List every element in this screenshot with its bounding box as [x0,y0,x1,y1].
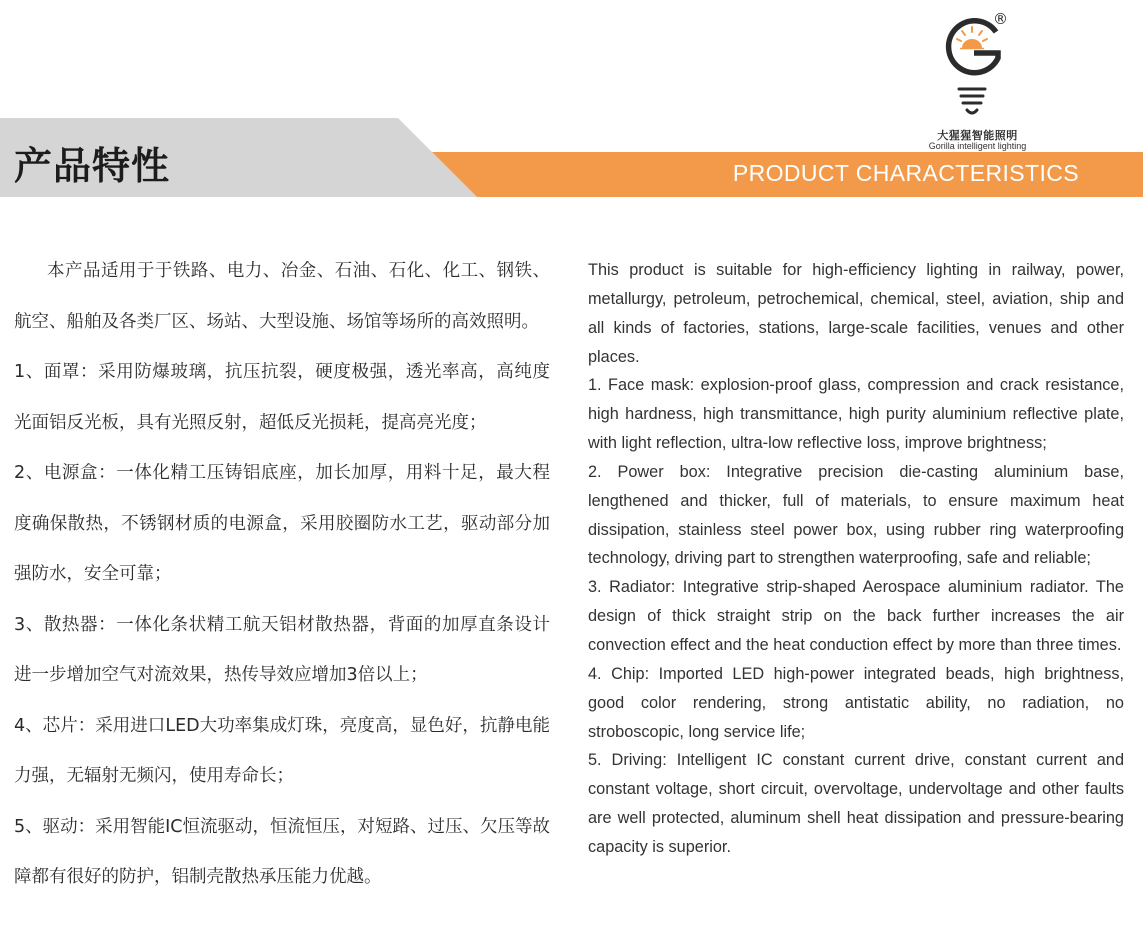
page-title-en: PRODUCT CHARACTERISTICS [732,160,1079,186]
feature-item-cn: 3、散热器：一体化条状精工航天铝材散热器，背面的加厚直条设计进一步增加空气对流效果，热传导效应增加3倍以上； [14,614,550,685]
intro-paragraph-cn: 本产品适用于于铁路、电力、冶金、石油、石化、化工、钢铁、航空、船舶及各类厂区、场站、大型设施、场馆等场所的高效照明。 [14,261,550,332]
feature-item-en: 5. Driving: Intelligent IC constant current drive, constant current and constant voltage, short circuit, overvoltage, undervoltage and other faults are well protected, aluminum shell heat dissipation and pressure-bearing capacity is superior. [588,751,1124,856]
feature-item-en: 1. Face mask: explosion-proof glass, compression and crack resistance, high hardness, high transmittance, high purity aluminium reflective plate, with light reflection, ultra-low reflective loss, improve brightness; [588,376,1124,453]
feature-item-en: 4. Chip: Imported LED high-power integrated beads, high brightness, good color rendering, strong antistatic ability, no radiation, no stroboscopic, long service life; [588,664,1124,741]
feature-item-en: 2. Power box: Integrative precision die-casting aluminium base, lengthened and thicker, full of materials, to ensure maximum heat dissipation, stainless steel power box, using rubber ring waterproofing technology, driving part to strengthen waterproofing, safe and reliable; [588,462,1124,568]
logo-name-en: Gorilla intelligent lighting [928,141,1027,151]
feature-item-cn: 2、电源盒：一体化精工压铸铝底座，加长加厚，用料十足，最大程度确保散热，不锈钢材质的电源盒，采用胶圈防水工艺，驱动部分加强防水，安全可靠； [14,463,550,584]
body-column-cn [14,246,550,903]
feature-item-en: 3. Radiator: Integrative strip-shaped Aerospace aluminium radiator. The design of thick straight strip on the back further increases the air convection effect and the heat conduction effect by more than three times. [588,578,1124,654]
page-title-cn: 产品特性 [14,144,171,188]
body-column-en [588,256,1124,862]
feature-item-cn: 4、芯片：采用进口LED大功率集成灯珠，亮度高，显色好，抗静电能力强，无辐射无频闪，使用寿命长； [14,715,550,786]
intro-paragraph-en: This product is suitable for high-efficiency lighting in railway, power, metallurgy, petroleum, petrochemical, chemical, steel, aviation, ship and all kinds of factories, stations, large-scale facilities, venues and other places. [588,261,1124,366]
feature-item-cn: 1、面罩：采用防爆玻璃，抗压抗裂，硬度极强，透光率高，高纯度光面铝反光板，具有光照反射，超低反光损耗，提高亮光度； [14,362,550,433]
logo-name-cn: 大猩猩智能照明 [937,129,1018,142]
registered-mark: ® [993,10,1008,28]
feature-item-cn: 5、驱动：采用智能IC恒流驱动，恒流恒压，对短路、过压、欠压等故障都有很好的防护，铝制壳散热承压能力优越。 [14,816,551,887]
